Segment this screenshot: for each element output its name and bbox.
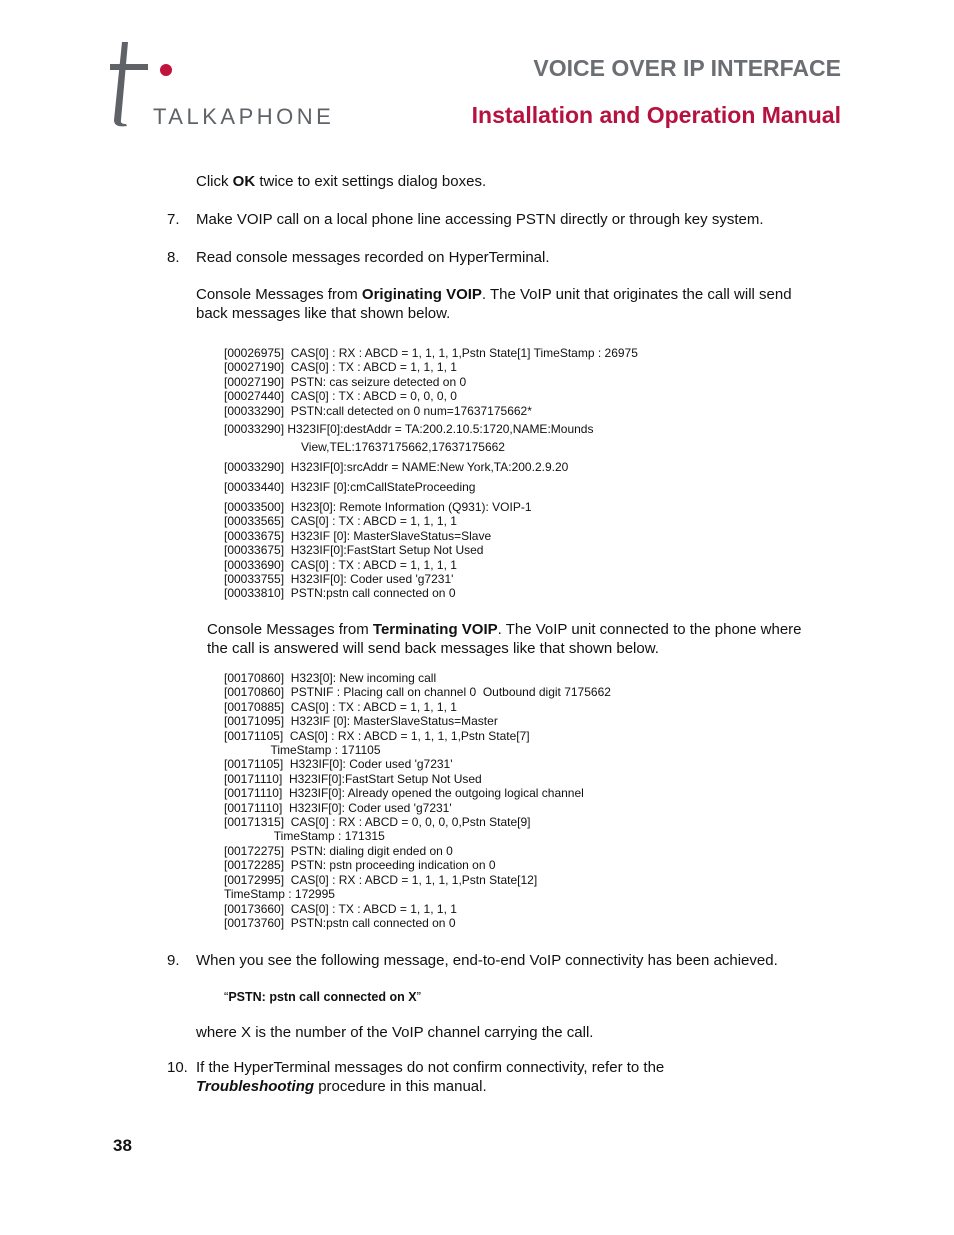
originating-log-block-4: [00033440] H323IF [0]:cmCallStateProceeding xyxy=(224,480,476,494)
intro-paragraph: Click OK twice to exit settings dialog boxes. xyxy=(196,173,487,190)
originating-log-block-3: [00033290] H323IF[0]:srcAddr = NAME:New York,TA:200.2.9.20 xyxy=(224,460,569,474)
terminating-paragraph-line2: the call is answered will send back messages like that shown below. xyxy=(207,640,659,657)
originating-paragraph: Console Messages from Originating VOIP. The VoIP unit that originates the call will send xyxy=(196,286,792,303)
originating-log-block-5: [00033500] H323[0]: Remote Information (Q931): VOIP-1 [00033565] CAS[0] : TX : ABCD = 1, 1, 1, 1 [00033675] H323IF [0]: MasterSlaveStatus=Slave [00033675] H323IF[0]:FastStart Setup Not Used [00033690] CAS[0] : TX : ABCD = 1, 1, 1, 1 [00033755] H323IF[0]: Coder used 'g7231' [00033810] PSTN:pstn call connected on 0 xyxy=(224,500,532,601)
step-10-number: 10. xyxy=(167,1059,188,1076)
step-10-text: If the HyperTerminal messages do not confirm connectivity, refer to the xyxy=(196,1059,665,1076)
step-8-text: Read console messages recorded on HyperTerminal. xyxy=(196,249,550,266)
originating-log-block-1: [00026975] CAS[0] : RX : ABCD = 1, 1, 1, 1,Pstn State[1] TimeStamp : 26975 [00027190] CAS[0] : TX : ABCD = 1, 1, 1, 1 [00027190] PSTN: cas seizure detected on 0 [00027440] CAS[0] : TX : ABCD = 0, 0, 0, 0 [00033290] PSTN:call detected on 0 num=17637175662* xyxy=(224,346,638,418)
step-7-text: Make VOIP call on a local phone line accessing PSTN directly or through key system. xyxy=(196,211,764,228)
step-9-where-text: where X is the number of the VoIP channel carrying the call. xyxy=(196,1024,594,1041)
originating-paragraph-line2: back messages like that shown below. xyxy=(196,305,451,322)
header-title: VOICE OVER IP INTERFACE xyxy=(533,55,841,81)
terminating-log-block: [00170860] H323[0]: New incoming call [00170860] PSTNIF : Placing call on channel 0 Outbound digit 7175662 [00170885] CAS[0] : TX : ABCD = 1, 1, 1, 1 [00171095] H323IF [0]: MasterSlaveStatus=Master [00171105] CAS[0] : RX : ABCD = 1, 1, 1, 1,Pstn State[7] TimeStamp : 171105 [00171105] H323IF[0]: Coder used 'g7231' [00171110] H323IF[0]:FastStart Setup Not Used [00171110] H323IF[0]: Already opened the outgoing logical channel [00171110] H323IF[0]: Coder used 'g7231' [00171315] CAS[0] : RX : ABCD = 0, 0, 0, 0,Pstn State[9] TimeStamp : 171315 [00172275] PSTN: dialing digit ended on 0 [00172285] PSTN: pstn proceeding indication on 0 [00172995] CAS[0] : RX : ABCD = 1, 1, 1, 1,Pstn State[12] TimeStamp : 172995 [00173660] CAS[0] : TX : ABCD = 1, 1, 1, 1 [00173760] PSTN:pstn call connected on 0 xyxy=(224,671,611,930)
step-9-number: 9. xyxy=(167,952,180,969)
terminating-paragraph: Console Messages from Terminating VOIP. The VoIP unit connected to the phone where xyxy=(207,621,802,638)
brand-wordmark: TALKAPHONE xyxy=(153,104,335,129)
step-10-text-line2: Troubleshooting procedure in this manual. xyxy=(196,1078,487,1095)
page-number: 38 xyxy=(113,1136,132,1155)
header-subtitle: Installation and Operation Manual xyxy=(471,102,841,128)
step-7-number: 7. xyxy=(167,211,180,228)
step-9-text: When you see the following message, end-to-end VoIP connectivity has been achieved. xyxy=(196,952,778,969)
originating-log-block-2: [00033290] H323IF[0]:destAddr = TA:200.2.10.5:1720,NAME:Mounds xyxy=(224,422,594,436)
step-8-number: 8. xyxy=(167,249,180,266)
troubleshooting-reference: Troubleshooting xyxy=(196,1078,315,1095)
originating-log-block-2-cont: View,TEL:17637175662,17637175662 xyxy=(301,440,505,454)
connected-message-quote: “PSTN: pstn call connected on X” xyxy=(224,989,421,1004)
